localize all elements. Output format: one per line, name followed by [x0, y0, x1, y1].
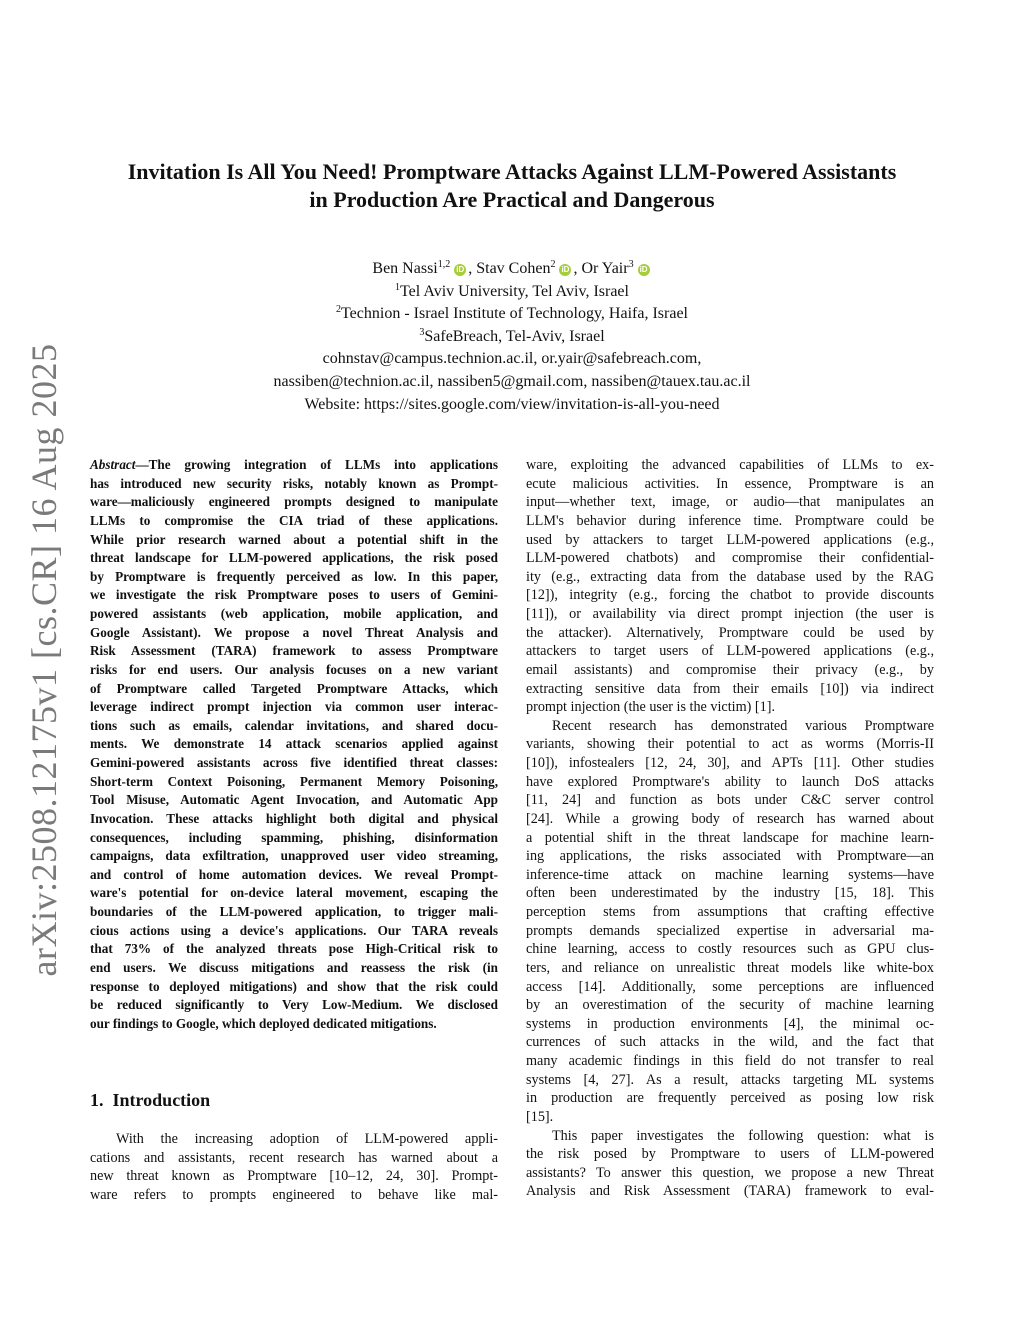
body-line: extracting sensitive data from their emails [10]) via indirect — [526, 680, 934, 697]
body-line: systems [4, 27]. As a result, attacks targeting ML systems — [526, 1071, 934, 1088]
body-line: often been underestimated by the industry [15, 18]. This — [526, 885, 934, 902]
body-line: ity (e.g., extracting data from the database used by the RAG — [526, 568, 934, 585]
body-line: assistants? To answer this question, we propose a new Threat — [526, 1164, 934, 1181]
right-column — [526, 456, 934, 1201]
body-line: ecute malicious activities. In essence, Promptware is an — [526, 475, 934, 492]
author-name: Or Yair — [581, 260, 629, 277]
abstract-line: Short-term Context Poisoning, Permanent Memory Poisoning, — [90, 773, 498, 789]
affiliation: $^3$SafeBreach, Tel-Aviv, Israel — [419, 326, 605, 345]
abstract-line: Abstract—The growing integration of LLMs into applications — [90, 457, 498, 472]
body-line: inference-time attack on machine learning systems—have — [526, 866, 934, 883]
abstract-line: end users. We discuss mitigations and reassess the risk (in — [90, 959, 498, 975]
body-line: ing applications, the risks associated with Promptware—an — [526, 848, 934, 865]
body-line: [11, 24] and function as bots under C&C server control — [526, 792, 934, 809]
body-line: input—whether text, image, or audio—that manipulates an — [526, 494, 934, 511]
paper-title — [90, 158, 934, 214]
paragraph — [526, 717, 934, 1127]
body-line: ware refers to prompts engineered to behave like mal- — [90, 1186, 498, 1203]
abstract-line: be reduced significantly to Very Low-Medium. We disclosed — [90, 997, 498, 1013]
paragraph — [526, 456, 934, 717]
body-line: new threat known as Promptware [10–12, 24, 30]. Prompt- — [90, 1168, 498, 1185]
abstract-line: tions such as emails, calendar invitations, and shared docu- — [90, 717, 498, 733]
abstract-line: by Promptware is frequently perceived as low. In this paper, — [90, 568, 498, 584]
abstract-line: LLMs to compromise the CIA triad of these applications. — [90, 512, 498, 528]
author-emails: cohnstav@campus.technion.ac.il, or.yair@safebreach.com, — [322, 350, 702, 368]
abstract-line: our findings to Google, which deployed dedicated mitigations. — [90, 1015, 437, 1031]
body-line: [12]), integrity (e.g., forcing the chatbot to provide discounts — [526, 587, 934, 604]
body-line: by an overestimation of the security of machine learning — [526, 997, 934, 1014]
abstract-line: consequences, including spamming, phishing, disinformation — [90, 829, 498, 845]
body-line: email assistants) and compromise their privacy (e.g., by — [526, 661, 934, 678]
orcid-icon[interactable]: iD — [561, 265, 570, 274]
body-line: LLM-powered chatbots) and compromise their confidential- — [526, 550, 934, 567]
section-number: 1. — [90, 1090, 104, 1110]
abstract-line: Risk Assessment (TARA) framework to assess Promptware — [90, 643, 498, 659]
body-line: cations and assistants, recent research has warned about a — [90, 1149, 498, 1166]
body-line: prompt injection (the user is the victim) [1]. — [526, 699, 776, 716]
body-line: the risk posed by Promptware to users of LLM-powered — [526, 1146, 934, 1163]
paragraph — [526, 1127, 934, 1202]
abstract-line: Tool Misuse, Automatic Agent Invocation, and Automatic App — [90, 792, 498, 808]
body-line: prompts demands specialized expertise in adversarial ma- — [526, 922, 934, 939]
abstract-line: Invocation. These attacks highlight both digital and physical — [90, 810, 498, 826]
body-line: Recent research has demonstrated various Promptware — [552, 717, 934, 734]
abstract-line: leverage indirect prompt injection via common user interac- — [90, 699, 498, 715]
body-line: With the increasing adoption of LLM-powered appli- — [116, 1131, 498, 1147]
abstract-line: that 73% of the analyzed threats pose High-Critical risk to — [90, 941, 498, 957]
body-line: [10]), infostealers [12, 24, 30], and APTs [11]. Other studies — [526, 755, 934, 771]
abstract-line: has introduced new security risks, notably known as Prompt- — [90, 475, 498, 491]
abstract-line: response to deployed mitigations) and show that the risk could — [90, 978, 498, 994]
author-name: Stav Cohen — [476, 260, 551, 277]
abstract-line: threat landscape for LLM-powered applications, the risk posed — [90, 550, 498, 566]
body-line: attackers to target users of LLM-powered applications (e.g., — [526, 643, 934, 660]
abstract-line: While prior research warned about a potential shift in the — [90, 531, 498, 547]
title-line: in Production Are Practical and Dangerous — [309, 187, 715, 212]
affiliation: $^1$Tel Aviv University, Tel Aviv, Israel — [395, 281, 629, 300]
section-heading — [90, 1090, 210, 1111]
abstract-line: Google Assistant). We propose a novel Threat Analysis and — [90, 624, 498, 640]
author-emails: nassiben@technion.ac.il, nassiben5@gmail.com, nassiben@tauex.tau.ac.il — [273, 372, 751, 390]
abstract — [90, 456, 498, 1033]
body-line: systems in production environments [4], the minimal oc- — [526, 1015, 934, 1032]
body-line: LLM's behavior during inference time. Promptware could be — [526, 512, 934, 529]
abstract-line: ware's potential for on-device lateral movement, escaping the — [90, 885, 498, 901]
body-line: variants, showing their potential to act as worms (Morris-II — [526, 736, 934, 753]
body-line: [15]. — [526, 1108, 554, 1125]
body-line: in production are frequently perceived as posing low risk — [526, 1090, 934, 1107]
body-line: currences of such attacks in the wild, and the fact that — [526, 1034, 934, 1051]
body-line: [11]), or availability via direct prompt injection (the user is — [526, 606, 934, 622]
body-line: have explored Promptware's ability to launch DoS attacks — [526, 773, 934, 790]
body-line: perception stems from assumptions that crafting effective — [526, 904, 934, 920]
intro-left-column — [90, 1130, 498, 1205]
author-name: Ben Nassi — [372, 260, 438, 277]
abstract-line: campaigns, data exfiltration, unapproved user video streaming, — [90, 848, 498, 864]
body-line: the attacker). Alternatively, Promptware could be used by — [526, 624, 934, 641]
abstract-label: Abstract — [90, 457, 136, 472]
abstract-line: cious actions using a device's applications. Our TARA reveals — [90, 922, 498, 938]
project-website[interactable]: Website: https://sites.google.com/view/invitation-is-all-you-need — [304, 395, 720, 413]
orcid-icon[interactable]: iD — [456, 265, 465, 274]
body-line: access [14]. Additionally, some perceptions are influenced — [526, 978, 934, 995]
abstract-line: ments. We demonstrate 14 attack scenarios applied against — [90, 736, 498, 752]
abstract-line: boundaries of the LLM-powered application, to trigger mali- — [90, 904, 498, 919]
abstract-line: risks for end users. Our analysis focuses on a new variant — [90, 661, 498, 677]
author-block — [150, 258, 874, 416]
body-line: This paper investigates the following question: what is — [552, 1127, 934, 1144]
body-line: ware, exploiting the advanced capabilities of LLMs to ex- — [526, 457, 934, 473]
orcid-icon[interactable]: iD — [639, 265, 648, 274]
abstract-line: powered assistants (web application, mobile application, and — [90, 606, 498, 621]
arxiv-identifier-stamp: arXiv:2508.12175v1 [cs.CR] 16 Aug 2025 — [24, 343, 64, 977]
abstract-line: we investigate the risk Promptware poses to users of Gemini- — [90, 587, 498, 603]
body-line: [24]. While a growing body of research has warned about — [526, 810, 934, 827]
abstract-line: ware—maliciously engineered prompts designed to manipulate — [90, 494, 498, 510]
body-line: chine learning, access to costly resources such as GPU clus- — [526, 941, 934, 958]
affiliation: $^2$Technion - Israel Institute of Technology, Haifa, Israel — [336, 304, 688, 323]
body-line: a potential shift in the threat landscape for machine learn- — [526, 829, 934, 846]
title-line: Invitation Is All You Need! Promptware Attacks Against LLM-Powered Assistants — [127, 159, 897, 184]
section-title: Introduction — [112, 1090, 211, 1110]
body-line: many academic findings in this field do not transfer to real — [526, 1053, 934, 1069]
abstract-line: Gemini-powered assistants across five identified threat classes: — [90, 755, 498, 770]
abstract-line: of Promptware called Targeted Promptware Attacks, which — [90, 680, 498, 696]
abstract-line: and control of home automation devices. We reveal Prompt- — [90, 866, 498, 882]
body-line: Analysis and Risk Assessment (TARA) framework to eval- — [526, 1183, 934, 1200]
author-names: Ben Nassi$^{1,2}$ iD , Stav Cohen$^2$ iD , Or Yair$^3$ iD — [372, 259, 648, 277]
body-line: ters, and reliance on unrealistic threat models like white-box — [526, 959, 934, 976]
body-line: used by attackers to target LLM-powered applications (e.g., — [526, 531, 934, 548]
